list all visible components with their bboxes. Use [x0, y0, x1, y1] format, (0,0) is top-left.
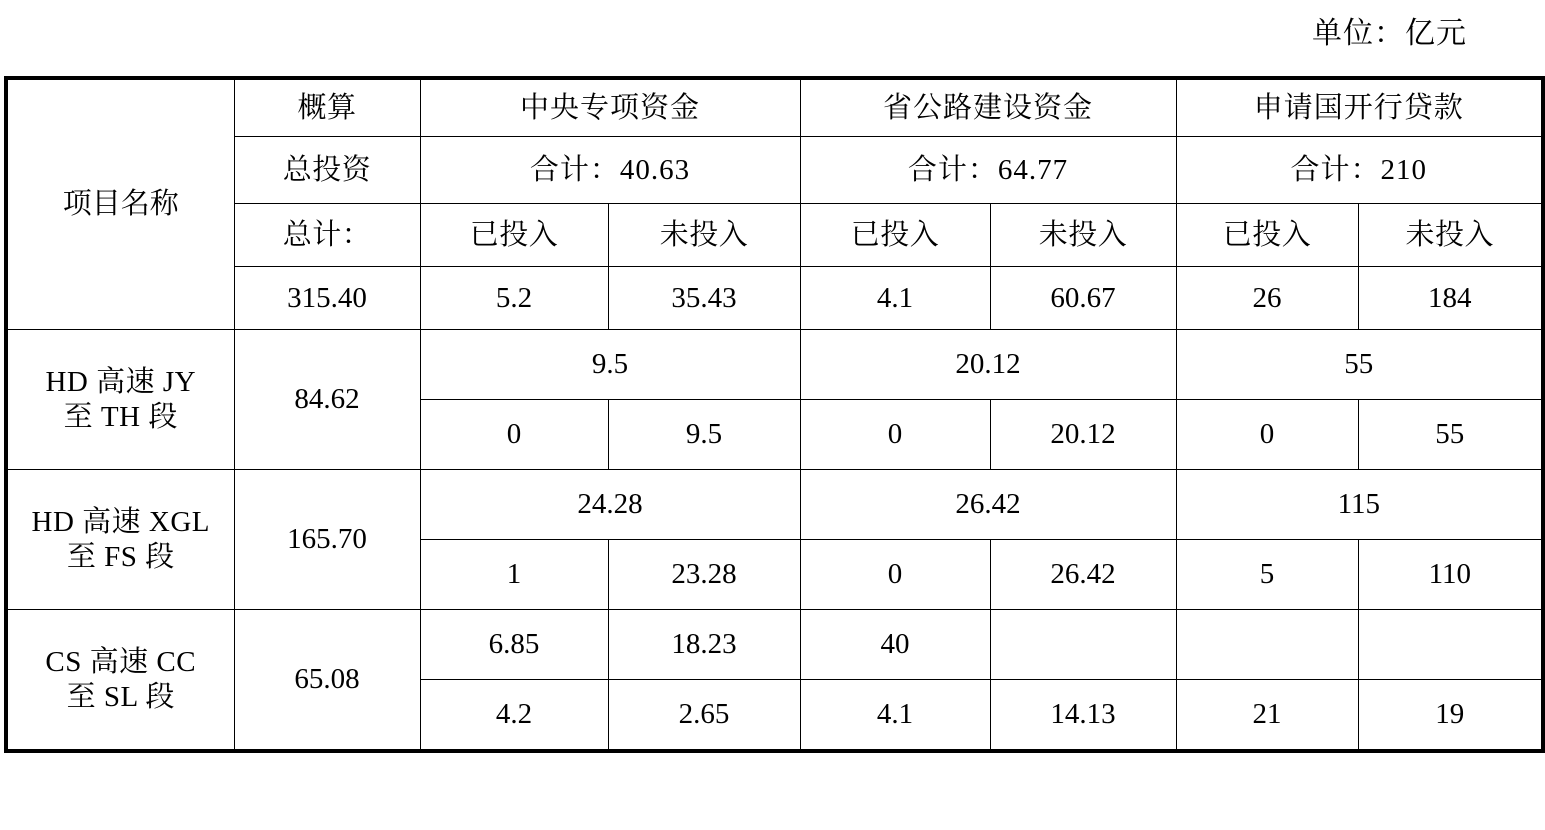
header-loan-uninvested: 未投入 — [1358, 204, 1543, 267]
project-province-sum-1: 26.42 — [800, 470, 1176, 540]
project-loan-sum-2a — [1176, 610, 1358, 680]
total-loan-invested: 26 — [1176, 267, 1358, 330]
project-name-cell-0 — [6, 330, 234, 470]
project-budget-2: 65.08 — [234, 610, 420, 752]
project-loan-invested-0: 0 — [1176, 400, 1358, 470]
project-name-line1-2: CS 高速 CC — [45, 646, 197, 679]
project-province-sum-2a: 40 — [800, 610, 990, 680]
project-loan-uninvested-0: 55 — [1358, 400, 1543, 470]
project-province-invested-0: 0 — [800, 400, 990, 470]
project-province-invested-1: 0 — [800, 540, 990, 610]
header-group-province: 省公路建设资金 — [800, 78, 1176, 137]
total-loan-uninvested: 184 — [1358, 267, 1543, 330]
project-province-uninvested-2: 14.13 — [990, 680, 1176, 752]
project-province-invested-2: 4.1 — [800, 680, 990, 752]
header-subtotal-province: 合计：64.77 — [800, 137, 1176, 204]
total-province-invested: 4.1 — [800, 267, 990, 330]
project-loan-uninvested-1: 110 — [1358, 540, 1543, 610]
project-central-sum-2a: 6.85 — [420, 610, 608, 680]
project-central-invested-1: 1 — [420, 540, 608, 610]
project-central-invested-0: 0 — [420, 400, 608, 470]
financial-table — [4, 76, 1545, 753]
table-header-row-2 — [6, 137, 1543, 204]
project-central-uninvested-0: 9.5 — [608, 400, 800, 470]
unit-note — [1312, 8, 1467, 52]
header-budget-line1: 概算 — [234, 78, 420, 137]
project-province-uninvested-1: 26.42 — [990, 540, 1176, 610]
project-central-uninvested-2: 2.65 — [608, 680, 800, 752]
header-group-loan: 申请国开行贷款 — [1176, 78, 1543, 137]
project-loan-invested-2: 21 — [1176, 680, 1358, 752]
financial-table-container — [4, 76, 1541, 753]
project-province-sum-0: 20.12 — [800, 330, 1176, 400]
header-group-central: 中央专项资金 — [420, 78, 800, 137]
project-central-uninvested-1: 23.28 — [608, 540, 800, 610]
header-total-label: 总计： — [234, 204, 420, 267]
table-row — [6, 470, 1543, 540]
header-province-uninvested: 未投入 — [990, 204, 1176, 267]
project-name-line1-0: HD 高速 JY — [45, 366, 197, 399]
project-name-line2-0: 至 TH 段 — [63, 400, 178, 433]
total-central-invested: 5.2 — [420, 267, 608, 330]
project-budget-0: 84.62 — [234, 330, 420, 470]
project-name-line2-1: 至 FS 段 — [66, 540, 175, 573]
header-central-invested: 已投入 — [420, 204, 608, 267]
project-loan-sum-2b — [1358, 610, 1543, 680]
project-central-invested-2: 4.2 — [420, 680, 608, 752]
project-province-uninvested-0: 20.12 — [990, 400, 1176, 470]
project-name-line2-2: 至 SL 段 — [66, 680, 175, 713]
header-province-invested: 已投入 — [800, 204, 990, 267]
total-central-uninvested: 35.43 — [608, 267, 800, 330]
header-budget-line2: 总投资 — [234, 137, 420, 204]
project-loan-sum-1: 115 — [1176, 470, 1543, 540]
project-loan-uninvested-2: 19 — [1358, 680, 1543, 752]
total-budget-value: 315.40 — [234, 267, 420, 330]
total-province-uninvested: 60.67 — [990, 267, 1176, 330]
header-central-uninvested: 未投入 — [608, 204, 800, 267]
project-central-sum-1: 24.28 — [420, 470, 800, 540]
project-central-sum-0: 9.5 — [420, 330, 800, 400]
project-province-sum-2b — [990, 610, 1176, 680]
table-row — [6, 330, 1543, 400]
project-name-line1-1: HD 高速 XGL — [31, 506, 210, 539]
header-subtotal-central: 合计：40.63 — [420, 137, 800, 204]
table-header-row-1 — [6, 78, 1543, 137]
table-header-row-3 — [6, 204, 1543, 267]
table-row — [6, 610, 1543, 680]
project-central-sum-2b: 18.23 — [608, 610, 800, 680]
header-project-name — [6, 78, 234, 330]
project-budget-1: 165.70 — [234, 470, 420, 610]
header-project-name-text: 项目名称 — [62, 188, 179, 221]
header-subtotal-loan: 合计：210 — [1176, 137, 1543, 204]
project-name-cell-2 — [6, 610, 234, 752]
unit-note-text: 单位：亿元 — [1312, 17, 1467, 50]
project-loan-invested-1: 5 — [1176, 540, 1358, 610]
project-loan-sum-0: 55 — [1176, 330, 1543, 400]
header-loan-invested: 已投入 — [1176, 204, 1358, 267]
project-name-cell-1 — [6, 470, 234, 610]
table-total-row — [6, 267, 1543, 330]
